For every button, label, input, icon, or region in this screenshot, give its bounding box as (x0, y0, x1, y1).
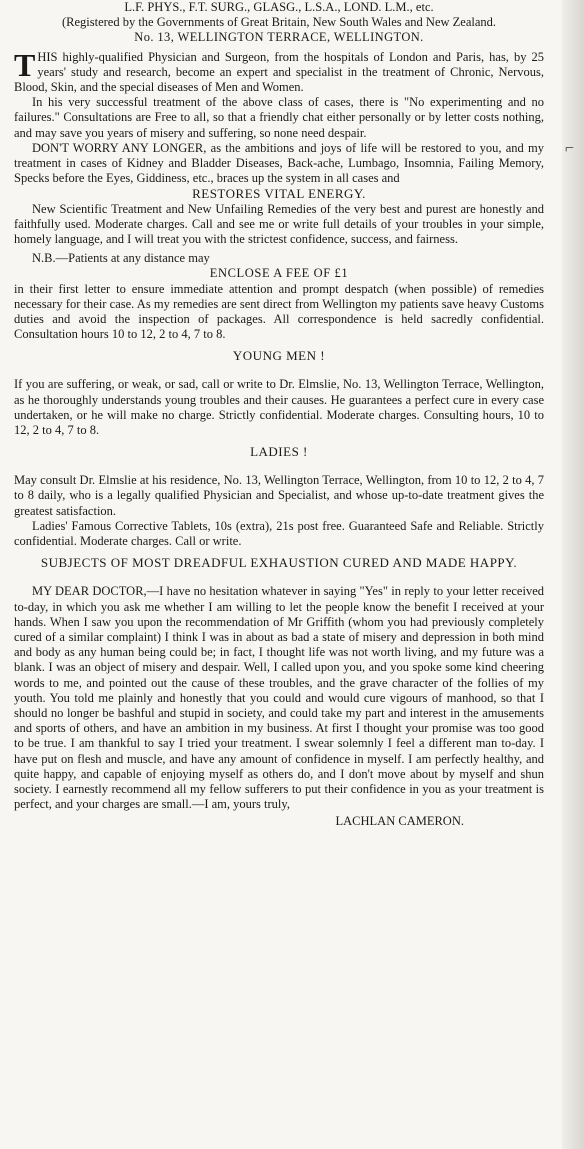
margin-mark: ⌐ (565, 140, 575, 157)
no-failures-paragraph: In his very successful treatment of the above class of cases, there is "No experimenting and no failures." Consultations are Free to all, so that a friendly chat either personally or by letter costs nothing, and may save you years of misery and suffering, so none need despair. (14, 95, 544, 140)
address-line: No. 13, WELLINGTON TERRACE, WELLINGTON. (134, 30, 424, 45)
intro-paragraph (14, 46, 544, 96)
testimonial-heading: SUBJECTS OF MOST DREADFUL EXHAUSTION CURED AND MADE HAPPY. (40, 555, 518, 571)
fee-body: in their first letter to ensure immediate attention and prompt despatch (when possible) of remedies necessary for their case. As my remedies are sent direct from Wellington my patients save heavy Customs duties and avoid the inspection of packages. All correspondence is held sacredly confidential. Consultation hours 10 to 12, 2 to 4, 7 to 8. (14, 281, 544, 342)
dont-worry-paragraph: DON'T WORRY ANY LONGER, as the ambitions and joys of life will be restored to you, and my treatment in cases of Kidney and Bladder Diseases, Back-ache, Lumbago, Insomnia, Failing Memory, Specks before the Eyes, Giddiness, etc., braces up the system in all cases and (14, 140, 544, 186)
ladies-heading: LADIES ! (250, 444, 308, 460)
ladies-body: May consult Dr. Elmslie at his residence, No. 13, Wellington Terrace, Wellington, from 10 to 12, 2 to 4, 7 to 8 daily, who is a legally qualified Physician and Specialist, and whose up-to-date treatment gives the greatest satisfaction. (14, 473, 544, 518)
scan-edge (562, 0, 584, 1149)
drop-cap: T (14, 46, 36, 83)
fee-heading: ENCLOSE A FEE OF £1 (209, 266, 349, 281)
restores-heading: RESTORES VITAL ENERGY. (192, 186, 366, 202)
credentials-line: L.F. PHYS., F.T. SURG., GLASG., L.S.A., LOND. L.M., etc. (124, 0, 434, 14)
tablets-paragraph: Ladies' Famous Corrective Tablets, 10s (extra), 21s post free. Guaranteed Safe and Reliable. Strictly confidential. Moderate charges. Call or write. (14, 518, 544, 549)
registration-note: (Registered by the Governments of Great Britain, New South Wales and New Zealand. (61, 15, 497, 30)
remedies-paragraph: New Scientific Treatment and New Unfailing Remedies of the very best and purest are honestly and faithfully used. Moderate charges. Call and see me or write full details of your troubles in your simple, homely language, and I will treat you with the strictest confidence, success, and fairness. (14, 201, 544, 247)
distance-note: N.B.—Patients at any distance may (32, 251, 210, 266)
testimonial-signature: LACHLAN CAMERON. (335, 814, 464, 829)
testimonial-letter: MY DEAR DOCTOR,—I have no hesitation whatever in saying "Yes" in reply to your letter received to-day, in which you ask me whether I am willing to let the people know the benefit I received at your hands. When I saw you upon the recommendation of Mr Griffith (whom you had previously completely cured of a similar complaint) I think I was in about as bad a state of misery and depression in both mind and body as any human being could be; in fact, I thought life was not worth living, and my future was a blank. I was an object of misery and despair. Well, I called upon you, and you spoke some kind cheering words to me, and pointed out the cause of these troubles, and the grave character of the follies of my youth. You told me plainly and honestly that you could and would cure vigours of manhood, so that I should no longer be bashful and stupid in society, and could take my part and interest in the amusements and sports of others, and have an ambition in my business. At first I thought your promise was too good to be true. I am thankful to say I tried your treatment. I swear solemnly I feel a different man to-day. I have put on flesh and muscle, and have any amount of confidence in myself. I am perfectly healthy, and quite happy, and capable of enjoying myself as others do, and I don't move about by myself and shun society. I earnestly recommend all my fellow sufferers to put their confidence in you as your treatment is perfect, and your charges are small.—I am, yours truly, (14, 584, 544, 812)
intro-text: HIS highly-qualified Physician and Surgeon, from the hospitals of London and Paris, has, by 25 years' study and research, become an expert and specialist in the treatment of Chronic, Nervous, Blood, Skin, and the special diseases of Men and Women. (14, 49, 544, 95)
young-men-heading: YOUNG MEN ! (232, 348, 326, 364)
young-men-body: If you are suffering, or weak, or sad, call or write to Dr. Elmslie, No. 13, Wellington Terrace, Wellington, as he thoroughly understands young troubles and their causes. He guarantees a perfect cure in every case undertaken, or he will make no charge. Strictly confidential. Moderate charges. Consulting hours, 10 to 12, 2 to 4, 7 to 8. (14, 377, 544, 438)
